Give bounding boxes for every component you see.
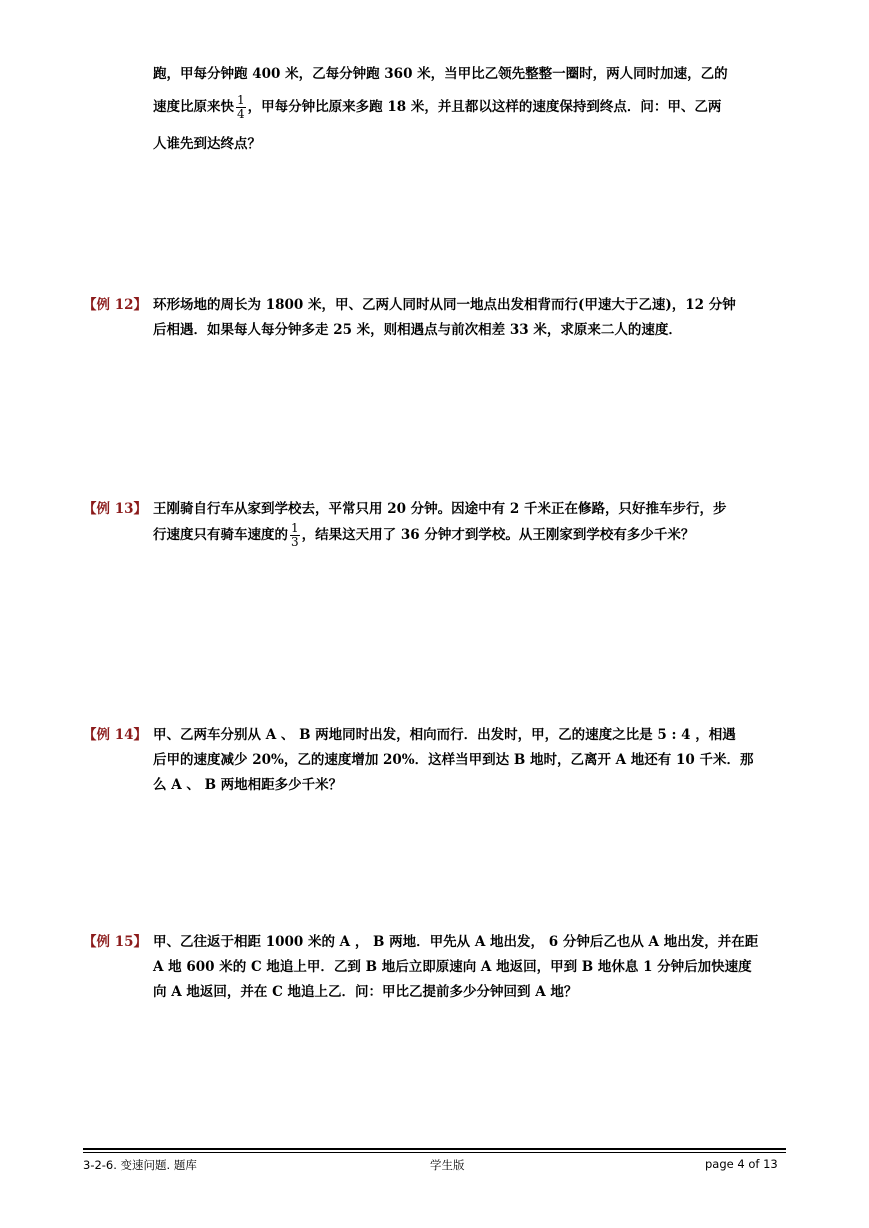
footer-left: 3-2-6. 变速问题. 题库 xyxy=(83,1158,197,1172)
problem-line-text: 速度比原来快 xyxy=(153,99,234,115)
problem-line: 王刚骑自行车从家到学校去，平常只用 20 分钟。因途中有 2 千米正在修路，只好推车步行，步 xyxy=(153,501,727,517)
fraction xyxy=(236,94,246,121)
problem-line: 人谁先到达终点？ xyxy=(153,136,261,152)
footer-rule xyxy=(83,1152,786,1153)
problem-continuation xyxy=(153,62,785,152)
problem-line: 么 A 、 B 两地相距多少千米？ xyxy=(153,777,343,793)
fraction-denominator: 4 xyxy=(237,107,245,121)
fraction xyxy=(290,522,300,549)
problem-line-text: 行速度只有骑车速度的 xyxy=(153,527,288,543)
problem-line: 环形场地的周长为 1800 米，甲、乙两人同时从同一地点出发相背而行(甲速大于乙速)，12 分钟 xyxy=(153,297,736,313)
problem-line xyxy=(153,522,694,549)
problem-line-text: ，结果这天用了 36 分钟才到学校。从王刚家到学校有多少千米？ xyxy=(301,527,695,543)
problem-tag: 【例 14】 xyxy=(83,727,147,743)
problem-line-text: ，甲每分钟比原来多跑 18 米，并且都以这样的速度保持到终点．问：甲、乙两 xyxy=(247,99,722,115)
problem-13 xyxy=(83,497,788,567)
problem-line: 甲、乙往返于相距 1000 米的 A ， B 两地．甲先从 A 地出发， 6 分钟后乙也从 A 地出发，并在距 xyxy=(153,934,759,950)
problem-line: A 地 600 米的 C 地追上甲．乙到 B 地后立即原速向 A 地返回，甲到 B 地休息 1 分钟后加快速度 xyxy=(153,959,752,975)
fraction-numerator: 1 xyxy=(237,93,245,107)
problem-tag: 【例 15】 xyxy=(83,934,147,950)
footer-rule xyxy=(83,1148,786,1150)
problem-line: 后相遇．如果每人每分钟多走 25 米，则相遇点与前次相差 33 米，求原来二人的速度． xyxy=(153,322,682,338)
fraction-numerator: 1 xyxy=(291,521,299,535)
footer-center: 学生版 xyxy=(430,1158,465,1172)
problem-tag: 【例 12】 xyxy=(83,297,147,313)
problem-line: 后甲的速度减少 20%，乙的速度增加 20%．这样当甲到达 B 地时，乙离开 A 地还有 10 千米．那 xyxy=(153,752,754,768)
problem-12 xyxy=(83,293,788,343)
problem-line xyxy=(153,94,721,121)
problem-tag: 【例 13】 xyxy=(83,501,147,517)
problem-14 xyxy=(83,723,788,798)
problem-15 xyxy=(83,930,788,1005)
footer-right: page 4 of 13 xyxy=(705,1157,778,1171)
problem-line: 甲、乙两车分别从 A 、 B 两地同时出发，相向而行．出发时，甲，乙的速度之比是 5 : 4 ，相遇 xyxy=(153,727,736,743)
problem-line: 向 A 地返回，并在 C 地追上乙．问：甲比乙提前多少分钟回到 A 地？ xyxy=(153,984,578,1000)
fraction-denominator: 3 xyxy=(291,535,299,549)
problem-line: 跑，甲每分钟跑 400 米，乙每分钟跑 360 米，当甲比乙领先整整一圈时，两人同时加速，乙的 xyxy=(153,66,728,82)
